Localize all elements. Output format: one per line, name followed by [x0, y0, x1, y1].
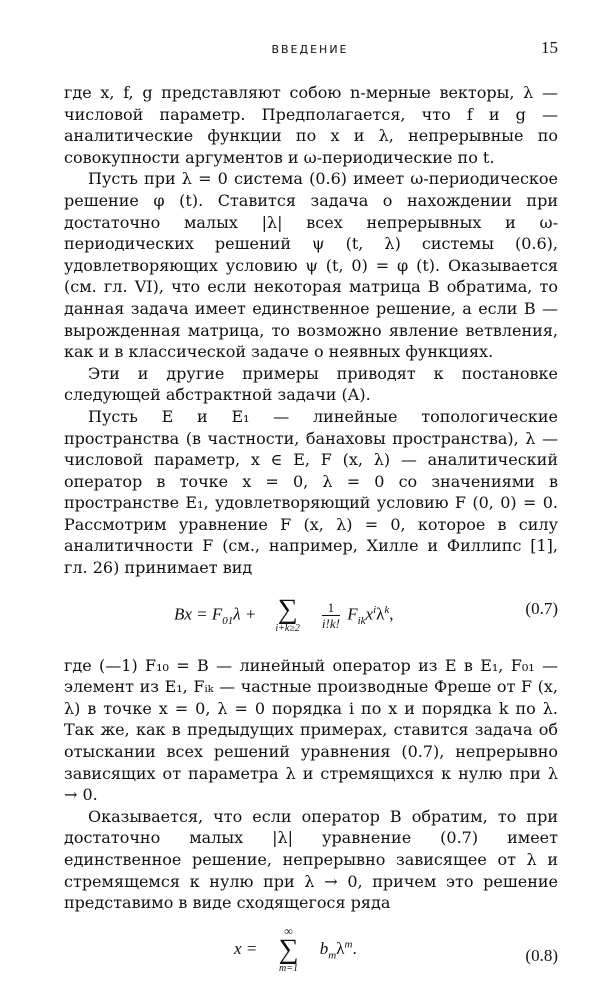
page-body — [64, 82, 558, 998]
equation-number-0-8: (0.8) — [525, 945, 558, 965]
paragraph-5: где (—1) F₁₀ = B — линейный оператор из E в E₁, F₀₁ — элемент из E₁, Fᵢₖ — частные производные Фреше от F (x, λ) в точке x = 0, λ = 0 порядка i по x и порядка k по λ. Так же, как в предыдущих примерах, ставится задача об отыскании всех решений уравнения (0.7), непрерывно зависящих от параметра λ и стремящихся к нулю при λ → 0. — [64, 655, 558, 805]
equation-0-8-expression: x = ∞ ∑ m=1 $b_m\lambda^m$. — [234, 923, 357, 974]
equation-number-0-7: (0.7) — [525, 598, 558, 618]
running-head — [60, 38, 560, 62]
equation-0-7-expression: $Bx = F_{01}\lambda$ + ∑ i+k≥2 $\frac{1}{i!k!}$ $F_{ik}x^i\lambda^k$, — [174, 593, 394, 634]
equation-0-7 — [64, 585, 558, 647]
fraction: $\frac{1}{i!k!}$ — [321, 599, 340, 631]
paragraph-4: Пусть E и E₁ — линейные топологические пространства (в частности, банаховы пространства), λ — числовой параметр, x ∈ E, F (x, λ) — аналитический оператор в точке x = 0, λ = 0 со значениями в пространстве E₁, удовлетворяющий условию F (0, 0) = 0. Рассмотрим уравнение F (x, λ) = 0, которое в силу аналитичности F (см., например, Хилле и Филлипс [1], гл. 26) принимает вид — [64, 406, 558, 578]
summation-symbol: ∑ i+k≥2 — [275, 593, 300, 634]
paragraph-3: Эти и другие примеры приводят к постановке следующей абстрактной задачи (A). — [64, 363, 558, 405]
paragraph-1: где x, f, g представляют собою n-мерные векторы, λ — числовой параметр. Предполагается, что f и g — аналитические функции по x и λ, непрерывные по совокупности аргументов и ω-периодические по t. — [64, 83, 558, 167]
chapter-title: ВВЕДЕНИЕ — [271, 43, 349, 56]
summation-symbol-2: ∞ ∑ m=1 — [278, 923, 299, 974]
equation-0-8 — [64, 920, 558, 990]
paragraph-6: Оказывается, что если оператор B обратим, то при достаточно малых |λ| уравнение (0.7) имеет единственное решение, непрерывно зависящее от λ и стремящемся к нулю при λ → 0, причем это решение представимо в виде сходящегося ряда — [64, 806, 558, 913]
page-number: 15 — [541, 38, 558, 57]
paragraph-2: Пусть при λ = 0 система (0.6) имеет ω-периодическое решение φ (t). Ставится задача о нахождении при достаточно малых |λ| всех непрерывных и ω-периодических решений ψ (t, λ) системы (0.6), удовлетворяющих условию ψ (t, 0) = φ (t). Оказывается (см. гл. VI), что если некоторая матрица B обратима, то данная задача имеет единственное решение, а если B — вырожденная матрица, то возможно явление ветвления, как и в классической задаче о неявных функциях. — [64, 169, 558, 362]
